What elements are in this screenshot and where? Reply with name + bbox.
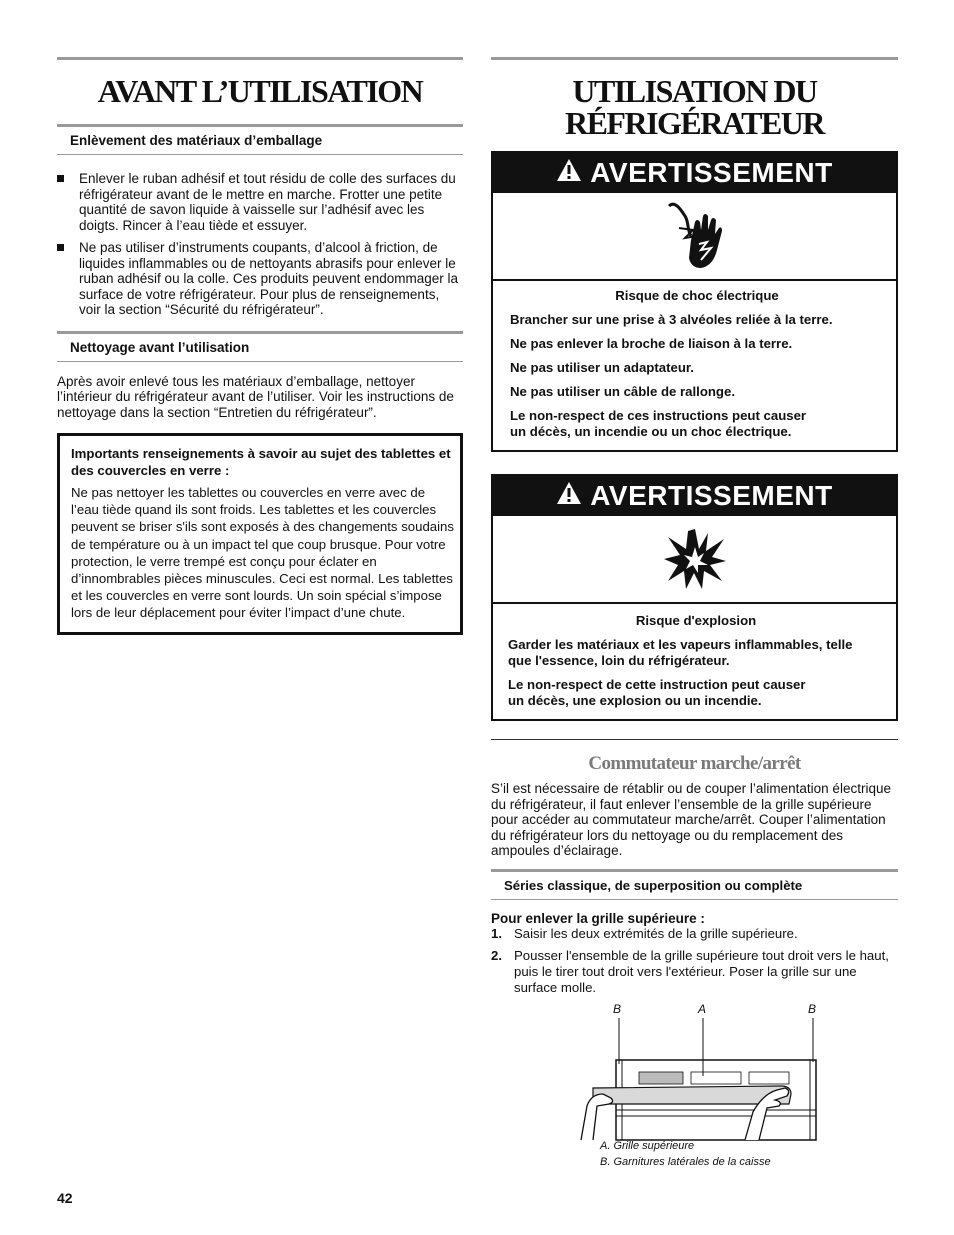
- warning-triangle-icon: [556, 157, 582, 189]
- packing-bullet-list: [57, 171, 463, 318]
- warning-triangle-icon: [556, 480, 582, 512]
- cleaning-text: Après avoir enlevé tous les matériaux d’emballage, nettoyer l’intérieur du réfrigérateur avant de l’utiliser. Voir les instructions de nettoyage dans la section “Entretien du réfrigérateur”.: [57, 373, 454, 420]
- figure-label-b-left: B: [613, 1002, 622, 1016]
- warning-label: AVERTISSEMENT: [590, 157, 833, 188]
- steps-list: [491, 926, 898, 996]
- warning-heading: Risque de choc électrique: [615, 288, 779, 303]
- figure-label-b-right: B: [808, 1002, 817, 1016]
- bullet-square-icon: [57, 175, 64, 182]
- electric-shock-icon: [493, 193, 896, 281]
- warning-box-explosion: [491, 474, 898, 721]
- explosion-icon: [493, 516, 896, 604]
- glass-shelves-notice: [57, 433, 463, 635]
- grille-figure: [491, 1002, 898, 1172]
- notice-body: Ne pas nettoyer les tablettes ou couvercles en verre avec de l’eau tiède quand ils sont froids. Les tablettes et les couvercles peuvent se briser s'ils sont exposés à des changements soudains de température ou à un impact tel que coup brusque. Pour votre protection, le verre trempé est conçu pour éclater en d’innombrables pièces minuscules. Ceci est normal. Les tablettes et les couvercles en verre sont lourds. Un soin spécial s’impose lors de leur déplacement pour éviter l’impact d’une chute.: [71, 485, 454, 621]
- list-item: Ne pas utiliser d’instruments coupants, d’alcool à friction, de liquides inflammables ou de nettoyants abrasifs pour enlever le ruban adhésif ou la colle. Ces produits peuvent endommager la surface de votre réfrigérateur. Pour plus de renseignements, voir la section “Sécurité du réfrigérateur”.: [57, 240, 463, 318]
- page-title-left: AVANT L’UTILISATION: [97, 73, 423, 109]
- warning-heading: Risque d'explosion: [635, 613, 757, 628]
- list-item: Enlever le ruban adhésif et tout résidu de colle des surfaces du réfrigérateur avant de le mettre en marche. Frotter une petite quantité de savon liquide à vaisselle sur l’adhésif avec les doigts. Rincer à l’eau tiède et essuyer.: [57, 171, 463, 233]
- bullet-square-icon: [57, 244, 64, 251]
- right-column: [491, 57, 898, 1172]
- page-number: 42: [57, 1190, 73, 1206]
- procedure-title: Pour enlever la grille supérieure :: [491, 910, 705, 926]
- list-item: 1. Saisir les deux extrémités de la grille supérieure.: [491, 926, 798, 941]
- warning-label: AVERTISSEMENT: [590, 480, 833, 511]
- list-item: 2. Pousser l'ensemble de la grille supérieure tout droit vers le haut, puis le tirer tout droit vers l'extérieur. Poser la grille sur une surface molle.: [491, 948, 889, 995]
- packing-heading: Enlèvement des matériaux d’emballage: [57, 124, 463, 155]
- warning-text: Risque de choc électrique Brancher sur une prise à 3 alvéoles reliée à la terre. Ne pas enlever la broche de liaison à la terre. Ne pas utiliser un adaptateur. Ne pas utiliser un câble de rallonge. Le non-respect de ces instructions peut causer un décès, un incendie ou un choc électrique.: [493, 281, 896, 450]
- page-title-right: UTILISATION DU RÉFRIGÉRATEUR: [564, 73, 825, 141]
- figure-caption: A. Grille supérieure B. Garnitures latérales de la caisse: [600, 1140, 771, 1168]
- switch-text: S’il est nécessaire de rétablir ou de couper l’alimentation électrique du réfrigérateur, il faut enlever l’ensemble de la grille supérieure pour accéder au commutateur marche/arrêt. Couper l’alimentation du réfrigérateur lors du nettoyage ou du remplacement des ampoules d’éclairage.: [491, 781, 891, 858]
- warning-header: [493, 153, 896, 193]
- switch-heading: Commutateur marche/arrêt: [491, 739, 898, 776]
- series-heading: Séries classique, de superposition ou complète: [491, 869, 898, 900]
- figure-label-a: A: [698, 1002, 707, 1016]
- cleaning-heading: Nettoyage avant l’utilisation: [57, 331, 463, 362]
- warning-box-electric: [491, 151, 898, 452]
- warning-header: [493, 476, 896, 516]
- warning-text: Risque d'explosion Garder les matériaux et les vapeurs inflammables, telle que l'essence, loin du réfrigérateur. Le non-respect de cette instruction peut causer un décès, une explosion ou un incendie.: [493, 604, 896, 719]
- grille-illustration: [491, 1002, 898, 1142]
- left-column: [57, 57, 463, 635]
- notice-title: Importants renseignements à savoir au sujet des tablettes et des couvercles en verre :: [71, 446, 451, 478]
